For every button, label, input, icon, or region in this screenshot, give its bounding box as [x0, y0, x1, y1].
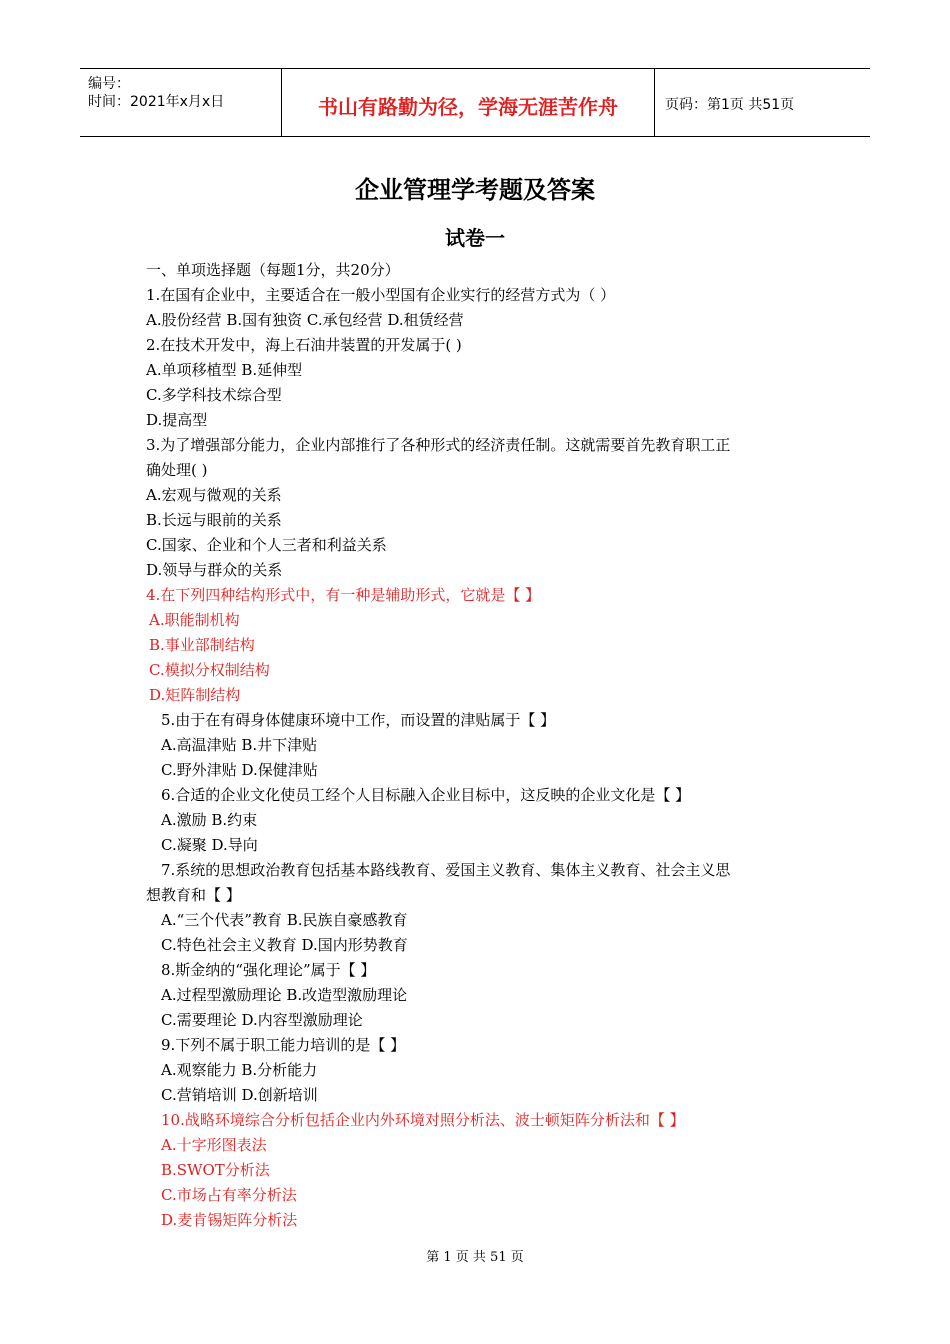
question-5-options-cd: C.野外津贴 D.保健津贴	[161, 761, 318, 779]
question-9-options-cd: C.营销培训 D.创新培训	[161, 1086, 318, 1104]
serial-label: 编号：	[88, 76, 130, 92]
question-10: 10.战略环境综合分析包括企业内外环境对照分析法、波士顿矩阵分析法和【 】	[161, 1111, 685, 1129]
document-title: 企业管理学考题及答案	[355, 175, 595, 204]
question-3-line2: 确处理( )	[146, 461, 208, 479]
question-10-option-d: D.麦肯锡矩阵分析法	[161, 1211, 298, 1229]
question-7-line1: 7.系统的思想政治教育包括基本路线教育、爱国主义教育、集体主义教育、社会主义思	[161, 861, 731, 879]
question-2-option-ab: A.单项移植型 B.延伸型	[146, 361, 303, 379]
question-9-options-ab: A.观察能力 B.分析能力	[161, 1061, 318, 1079]
question-1: 1.在国有企业中，主要适合在一般小型国有企业实行的经营方式为（ ）	[146, 286, 616, 304]
question-4-option-d: D.矩阵制结构	[149, 686, 241, 704]
question-5: 5.由于在有碍身体健康环境中工作，而设置的津贴属于【 】	[161, 711, 556, 729]
question-1-options: A.股份经营 B.国有独资 C.承包经营 D.租赁经营	[146, 311, 464, 329]
question-10-option-c: C.市场占有率分析法	[161, 1186, 297, 1204]
question-6-options-cd: C.凝聚 D.导向	[161, 836, 258, 854]
header-left-cell	[80, 69, 282, 136]
question-3-option-d: D.领导与群众的关系	[146, 561, 283, 579]
date-label: 时间：2021年x月x日	[88, 94, 225, 110]
question-8-options-ab: A.过程型激励理论 B.改造型激励理论	[161, 986, 408, 1004]
document-subtitle: 试卷一	[445, 226, 505, 250]
question-4-option-b: B.事业部制结构	[149, 636, 255, 654]
page-footer: 第 1 页 共 51 页	[426, 1250, 524, 1265]
question-8-options-cd: C.需要理论 D.内容型激励理论	[161, 1011, 363, 1029]
question-2-option-c: C.多学科技术综合型	[146, 386, 282, 404]
question-7-options-ab: A.“三个代表”教育 B.民族自豪感教育	[161, 911, 408, 929]
question-10-option-a: A.十字形图表法	[161, 1136, 267, 1154]
question-4: 4.在下列四种结构形式中，有一种是辅助形式，它就是【 】	[146, 586, 541, 604]
question-3-option-c: C.国家、企业和个人三者和利益关系	[146, 536, 387, 554]
question-2-option-d: D.提高型	[146, 411, 208, 429]
question-3-line1: 3.为了增强部分能力，企业内部推行了各种形式的经济责任制。这就需要首先教育职工正	[146, 436, 731, 454]
section-heading: 一、单项选择题（每题1分，共20分）	[146, 261, 400, 279]
header-right-cell	[655, 69, 870, 136]
motto: 书山有路勤为径，学海无涯苦作舟	[318, 95, 618, 119]
header-middle-cell	[282, 69, 655, 136]
header-table	[80, 68, 870, 137]
question-7-line2: 想教育和【 】	[146, 886, 241, 904]
page-label: 页码：第1页 共51页	[665, 97, 795, 113]
question-10-option-b: B.SWOT分析法	[161, 1161, 270, 1179]
question-8: 8.斯金纳的“强化理论”属于【 】	[161, 961, 376, 979]
question-2: 2.在技术开发中，海上石油井装置的开发属于( )	[146, 336, 462, 354]
question-7-options-cd: C.特色社会主义教育 D.国内形势教育	[161, 936, 408, 954]
question-4-option-a: A.职能制机构	[149, 611, 240, 629]
question-6-options-ab: A.激励 B.约束	[161, 811, 258, 829]
question-3-option-a: A.宏观与微观的关系	[146, 486, 282, 504]
question-9: 9.下列不属于职工能力培训的是【 】	[161, 1036, 406, 1054]
question-4-option-c: C.模拟分权制结构	[149, 661, 270, 679]
question-6: 6.合适的企业文化使员工经个人目标融入企业目标中，这反映的企业文化是【 】	[161, 786, 691, 804]
question-3-option-b: B.长远与眼前的关系	[146, 511, 282, 529]
question-5-options-ab: A.高温津贴 B.井下津贴	[161, 736, 318, 754]
